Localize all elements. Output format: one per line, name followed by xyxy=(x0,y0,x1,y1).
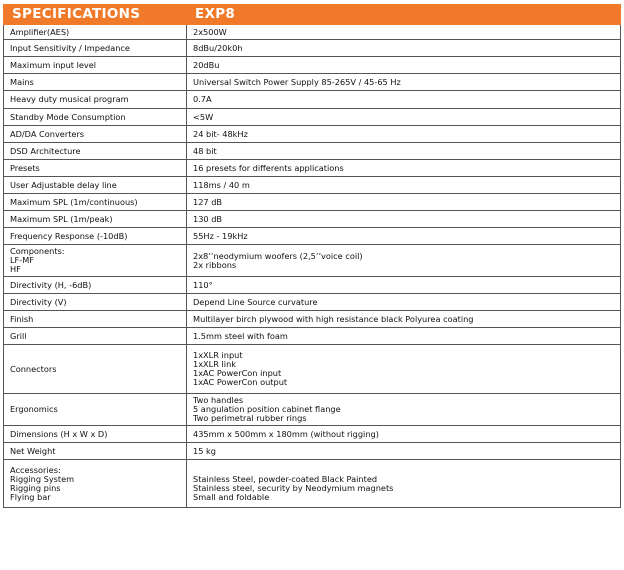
table-row xyxy=(4,228,621,245)
table-row xyxy=(4,126,621,143)
table-row xyxy=(4,277,621,294)
table-row xyxy=(4,394,621,426)
spec-label: Frequency Response (-10dB) xyxy=(4,228,187,245)
spec-value: 8dBu/20k0h xyxy=(187,40,621,57)
spec-label: Maximum SPL (1m/continuous) xyxy=(4,194,187,211)
table-row xyxy=(4,40,621,57)
table-row xyxy=(4,91,621,109)
spec-label: Heavy duty musical program xyxy=(4,91,187,109)
table-row xyxy=(4,345,621,394)
specifications-table xyxy=(3,4,621,508)
spec-label: Directivity (H, -6dB) xyxy=(4,277,187,294)
spec-label: Dimensions (H x W x D) xyxy=(4,426,187,443)
table-row xyxy=(4,311,621,328)
spec-label: Accessories: Rigging System Rigging pins Flying bar xyxy=(4,460,187,508)
spec-label: User Adjustable delay line xyxy=(4,177,187,194)
spec-value: 2x500W xyxy=(187,25,621,40)
spec-value: 0.7A xyxy=(187,91,621,109)
spec-value: 48 bit xyxy=(187,143,621,160)
table-row xyxy=(4,25,621,40)
spec-value: 130 dB xyxy=(187,211,621,228)
spec-label: Connectors xyxy=(4,345,187,394)
spec-value: Stainless Steel, powder-coated Black Painted Stainless steel, security by Neodymium magnets Small and foldable xyxy=(187,460,621,508)
spec-label: Mains xyxy=(4,74,187,91)
spec-value: Multilayer birch plywood with high resistance black Polyurea coating xyxy=(187,311,621,328)
spec-label: Maximum input level xyxy=(4,57,187,74)
header-model: EXP8 xyxy=(187,5,621,25)
table-row xyxy=(4,74,621,91)
table-row xyxy=(4,460,621,508)
spec-value: <5W xyxy=(187,109,621,126)
spec-value: Depend Line Source curvature xyxy=(187,294,621,311)
spec-label: Ergonomics xyxy=(4,394,187,426)
spec-value: 55Hz - 19kHz xyxy=(187,228,621,245)
spec-label: Presets xyxy=(4,160,187,177)
spec-value: Universal Switch Power Supply 85-265V / 45-65 Hz xyxy=(187,74,621,91)
spec-label: Net Weight xyxy=(4,443,187,460)
table-row xyxy=(4,245,621,277)
spec-value: 435mm x 500mm x 180mm (without rigging) xyxy=(187,426,621,443)
spec-label: Amplifier(AES) xyxy=(4,25,187,40)
table-row xyxy=(4,57,621,74)
spec-value: 24 bit- 48kHz xyxy=(187,126,621,143)
spec-label: Components: LF-MF HF xyxy=(4,245,187,277)
table-row xyxy=(4,426,621,443)
spec-label: AD/DA Converters xyxy=(4,126,187,143)
spec-value: 127 dB xyxy=(187,194,621,211)
spec-label: Maximum SPL (1m/peak) xyxy=(4,211,187,228)
spec-label: Finish xyxy=(4,311,187,328)
table-row xyxy=(4,194,621,211)
table-row xyxy=(4,109,621,126)
header-specifications: SPECIFICATIONS xyxy=(4,5,187,25)
spec-label: Input Sensitivity / Impedance xyxy=(4,40,187,57)
spec-value: 118ms / 40 m xyxy=(187,177,621,194)
spec-label: DSD Architecture xyxy=(4,143,187,160)
table-body xyxy=(4,25,621,508)
spec-label: Standby Mode Consumption xyxy=(4,109,187,126)
table-header-row xyxy=(4,5,621,25)
spec-value: 15 kg xyxy=(187,443,621,460)
spec-value: Two handles 5 angulation position cabinet flange Two perimetral rubber rings xyxy=(187,394,621,426)
spec-value: 2x8’’neodymium woofers (2,5’’voice coil) 2x ribbons xyxy=(187,245,621,277)
spec-value: 20dBu xyxy=(187,57,621,74)
table-row xyxy=(4,160,621,177)
table-row xyxy=(4,328,621,345)
spec-label: Grill xyxy=(4,328,187,345)
table-row xyxy=(4,211,621,228)
table-row xyxy=(4,177,621,194)
spec-value: 1.5mm steel with foam xyxy=(187,328,621,345)
spec-value: 1xXLR input 1xXLR link 1xAC PowerCon input 1xAC PowerCon output xyxy=(187,345,621,394)
spec-value: 16 presets for differents applications xyxy=(187,160,621,177)
table-row xyxy=(4,443,621,460)
table-row xyxy=(4,143,621,160)
spec-label: Directivity (V) xyxy=(4,294,187,311)
table-row xyxy=(4,294,621,311)
spec-value: 110° xyxy=(187,277,621,294)
